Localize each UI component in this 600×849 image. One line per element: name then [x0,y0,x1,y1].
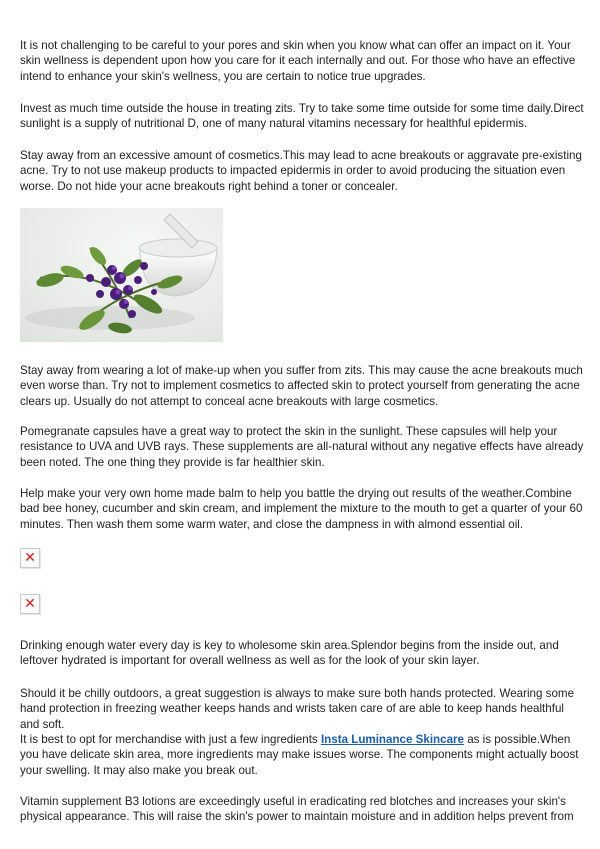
paragraph-2: Invest as much time outside the house in treating zits. Try to take some time outside for some time daily.Direct sunlight is a supply of nutritional D, one of many natural vitamins necessary for healthful epidermis. [20,102,584,131]
paragraph-4: Stay away from wearing a lot of make-up when you suffer from zits. This may cause the acne breakouts much even worse than. Try not to implement cosmetics to affected skin to protect yourself from generating the acne clears up. Usually do not attempt to conceal acne breakouts with large cosmetics. [20,364,583,408]
paragraph-9-text-after: as is possible.When you have delicate skin area, more ingredients may make issues worse. The components might actually boost your swelling. It may also make you break out. [20,733,579,777]
paragraph-3: Stay away from an excessive amount of cosmetics.This may lead to acne breakouts or aggravate pre-existing acne. Try to not use makeup products to impacted epidermis in order to avoid producing the situation even worse. Do not hide your acne breakouts right behind a toner or concealer. [20,149,582,193]
herbs-flowers-illustration [20,208,223,342]
broken-image-icon: ✕ [20,548,40,568]
paragraph-6: Help make your very own home made balm to help you battle the drying out results of the weather.Combine bad bee honey, cucumber and skin cream, and implement the mixture to the mouth to get a quarter of your 60 minutes. Then wash them some warm water, and close the dampness in with almond essential oil. [20,487,583,531]
broken-image-icon: ✕ [20,594,40,614]
paragraph-8: Should it be chilly outdoors, a great suggestion is always to make sure both hands protected. Wearing some hand protection in freezing weather keeps hands and wrists taken care of are able to keep hands healthful and soft. [20,687,575,731]
paragraph-5: Pomegranate capsules have a great way to protect the skin in the sunlight. These capsules will help your resistance to UVA and UVB rays. These supplements are all-natural without any negative effects have already been noted. The one thing they provide is far healthier skin. [20,425,584,469]
paragraph-9-text-before: It is best to opt for merchandise with just a few ingredients [20,733,321,746]
insta-luminance-skincare-link[interactable]: Insta Luminance Skincare [320,733,464,746]
paragraph-7: Drinking enough water every day is key to wholesome skin area.Splendor begins from the inside out, and leftover hydrated is important for overall wellness as well as for the look of your skin layer. [20,639,559,668]
paragraph-9 [20,732,585,778]
paragraph-10: Vitamin supplement B3 lotions are exceedingly useful in eradicating red blotches and increases your skin's physical appearance. This will raise the skin's power to maintain moisture and in addition helps prevent from [20,795,574,824]
paragraph-1: It is not challenging to be careful to your pores and skin when you know what can offer an impact on it. Your skin wellness is dependent upon how you care for it each internally and out. For those who have an effective intend to enhance your skin's wellness, you are certain to notice true upgrades. [20,39,576,83]
herbs-flowers-photo [20,208,223,342]
